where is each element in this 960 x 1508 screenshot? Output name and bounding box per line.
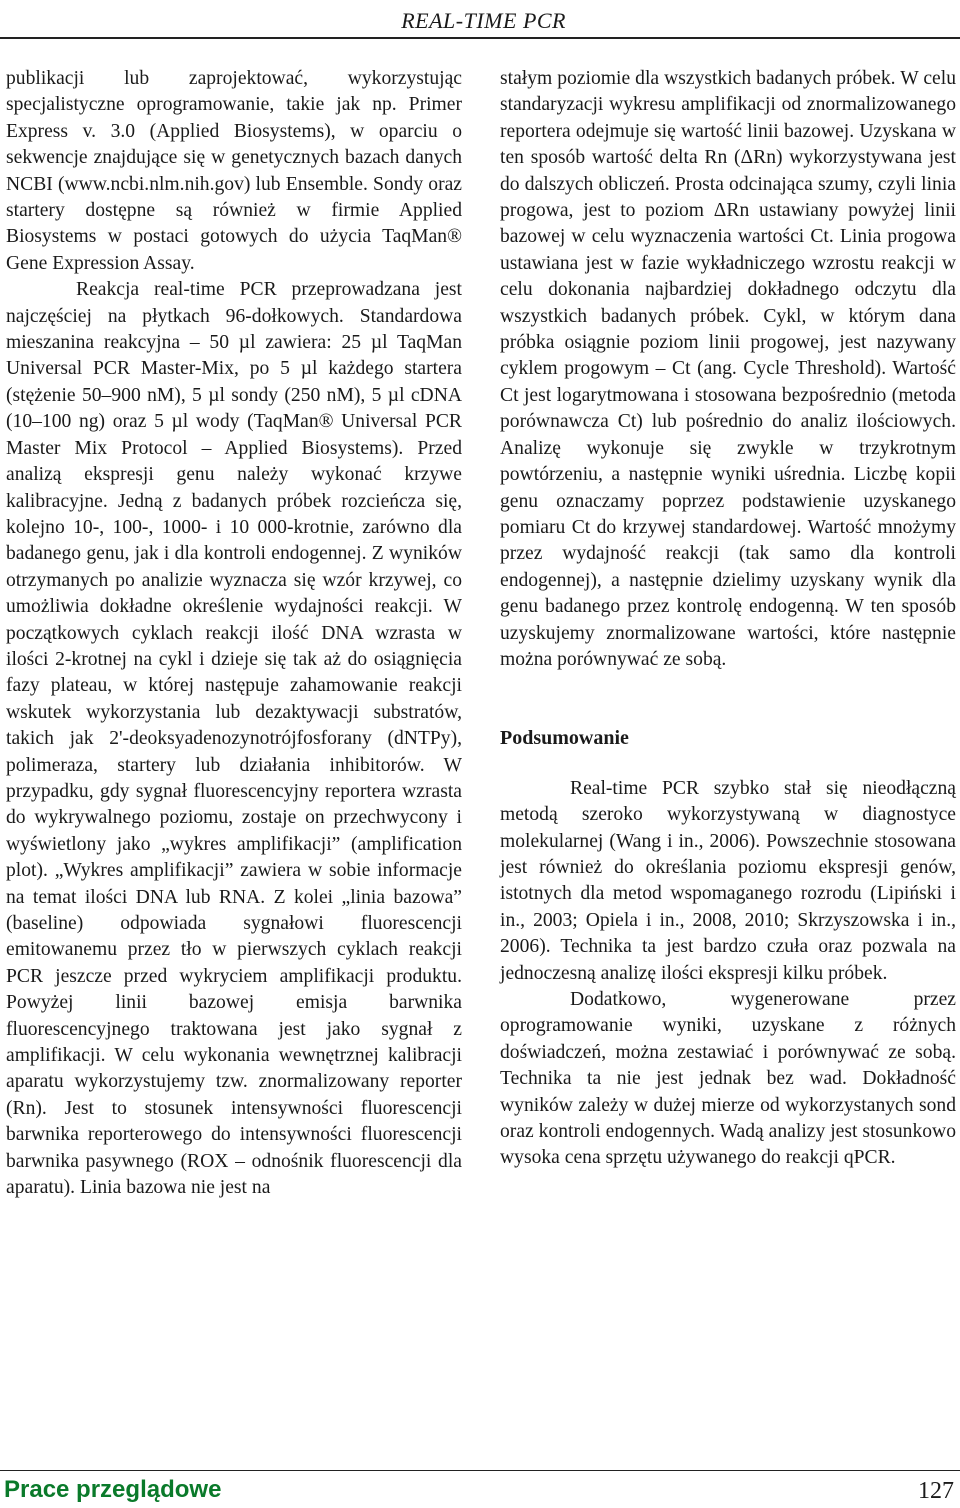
running-header: REAL-TIME PCR <box>401 8 566 33</box>
left-paragraph-2: Reakcja real-time PCR przeprowadzana jest najczęściej na płytkach 96-dołkowych. Standardowa mieszanina reakcyjna – 50 µl zawiera: 25 µl TaqMan Universal PCR Master-Mix, po 5 µl każdego startera (stężenie 50–900 nM), 5 µl sondy (250 nM), 5 µl cDNA (10–100 ng) oraz 5 µl wody (TaqMan® Universal PCR Master Mix Protocol – Applied Biosystems). Przed analizą ekspresji genu należy wykonać krzywe kalibracyjne. Jedną z badanych próbek rozcieńcza się, kolejno 10-, 100-, 1000- i 10 000-krotnie, zarówno dla badanego genu, jak i dla kontroli endogennej. Z wyników otrzymanych po analizie wyznacza się wzór krzywej, co umożliwia dokładne określenie wydajności reakcji. W początkowych cyklach reakcji ilość DNA wzrasta w ilości 2-krotnej na cykl i dzieje się tak aż do osiągnięcia fazy plateau, w której następuje zahamowanie reakcji wskutek wykorzystania lub dezaktywacji substratów, takich jak 2'-deoksyadenozynotrójfosforany (dNTPy), polimeraza, startery lub działania inhibitorów. W przypadku, gdy sygnał fluorescencyjny reportera wzrasta do wykrywalnego poziomu, zostaje on przechwycony i wyświetlony jako „wykres amplifikacji” (amplification plot). „Wykres amplifikacji” zawiera w sobie informacje na temat ilości DNA lub RNA. Z kolei „linia bazowa” (baseline) odpowiada sygnałowi fluorescencji emitowanemu przez tło w pierwszych cyklach reakcji PCR jeszcze przed wykryciem amplifikacji produktu. Powyżej linii bazowej emisja barwnika fluorescencyjnego traktowana jest jako sygnał z amplifikacji. W celu wykonania wewnętrznej kalibracji aparatu wykorzystujemy tzw. znormalizowany reporter (Rn). Jest to stosunek intensywności fluorescencji barwnika reporterowego do intensywności fluorescencji barwnika pasywnego (ROX – odnośnik fluorescencji dla aparatu). Linia bazowa nie jest na <box>6 279 462 1199</box>
section-heading-summary: Podsumowanie <box>500 727 629 750</box>
footer-journal-section: Prace przeglądowe <box>4 1476 222 1503</box>
right-paragraph-1: stałym poziomie dla wszystkich badanych próbek. W celu standaryzacji wykresu amplifikacji od znormalizowanego reportera odejmuje się wartość linii bazowej. Uzyskana w ten sposób wartość delta Rn (ΔRn) wykorzystywana jest do dalszych obliczeń. Prosta odcinająca szumy, czyli linia progowa, jest to poziom ΔRn ustawiany powyżej linii bazowej w celu wyznaczenia wartości Ct. Linia progowa ustawiana jest w fazie wykładniczego wzrostu reakcji w celu dokonania najbardziej dokładnego odczytu dla wszystkich badanych próbek. Cykl, w którym dana próbka osiągnie poziom linii progowej, jest nazywany cyklem progowym – Ct (ang. Cycle Threshold). Wartość Ct jest logarytmowana i stosowana bezpośrednio (metoda porównawcza Ct) lub pośrednio do analiz ilościowych. Analizę wykonuje się zwykle w trzykrotnym powtórzeniu, a następnie wyniki uśrednia. Liczbę kopii genu oznaczamy poprzez podstawienie uzyskanego pomiaru Ct do krzywej standardowej. Wartość mnożymy przez wydajność reakcji (tak samo dla kontroli endogennej), a następnie dzielimy uzyskany wynik dla genu badanego przez kontrolę endogenną. W ten sposób uzyskujemy znormalizowane wartości, które następnie można porównywać ze sobą. <box>500 68 956 670</box>
page-number: 127 <box>918 1478 954 1504</box>
summary-paragraph-1: Real-time PCR szybko stał się nieodłączną metodą szeroko wykorzystywaną w diagnostyce molekularnej (Wang i in., 2006). Powszechnie stosowana jest również do określania poziomu ekspresji genów, istotnych dla metod wspomaganego rozrodu (Lipiński i in., 2003; Opiela i in., 2008, 2010; Skrzyszowska i in., 2006). Technika ta jest bardzo czuła oraz pozwala na jednoczesną analizę ilości ekspresji kilku próbek. <box>500 777 956 984</box>
left-column <box>6 66 462 1201</box>
left-paragraph-1: publikacji lub zaprojektować, wykorzystując specjalistyczne oprogramowanie, takie jak np. Primer Express v. 3.0 (Applied Biosystems), w oparciu o sekwencje znajdujące się w genetycznych bazach danych NCBI (www.ncbi.nlm.nih.gov) lub Ensemble. Sondy oraz startery dostępne są również w firmie Applied Biosystems w postaci gotowych do użycia TaqMan® Gene Expression Assay. <box>6 68 462 274</box>
summary-paragraph-2: Dodatkowo, wygenerowane przez oprogramowanie wyniki, uzyskane z różnych doświadczeń, można zestawiać i porównywać ze sobą. Technika ta nie jest jednak bez wad. Dokładność wyników zależy w dużej mierze od wykorzystanych sond oraz kontroli endogennych. Wadą analizy jest stosunkowo wysoka cena sprzętu używanego do reakcji qPCR. <box>500 989 956 1169</box>
footer-divider <box>0 1470 960 1471</box>
header-divider <box>0 37 960 39</box>
right-column <box>500 66 956 1172</box>
